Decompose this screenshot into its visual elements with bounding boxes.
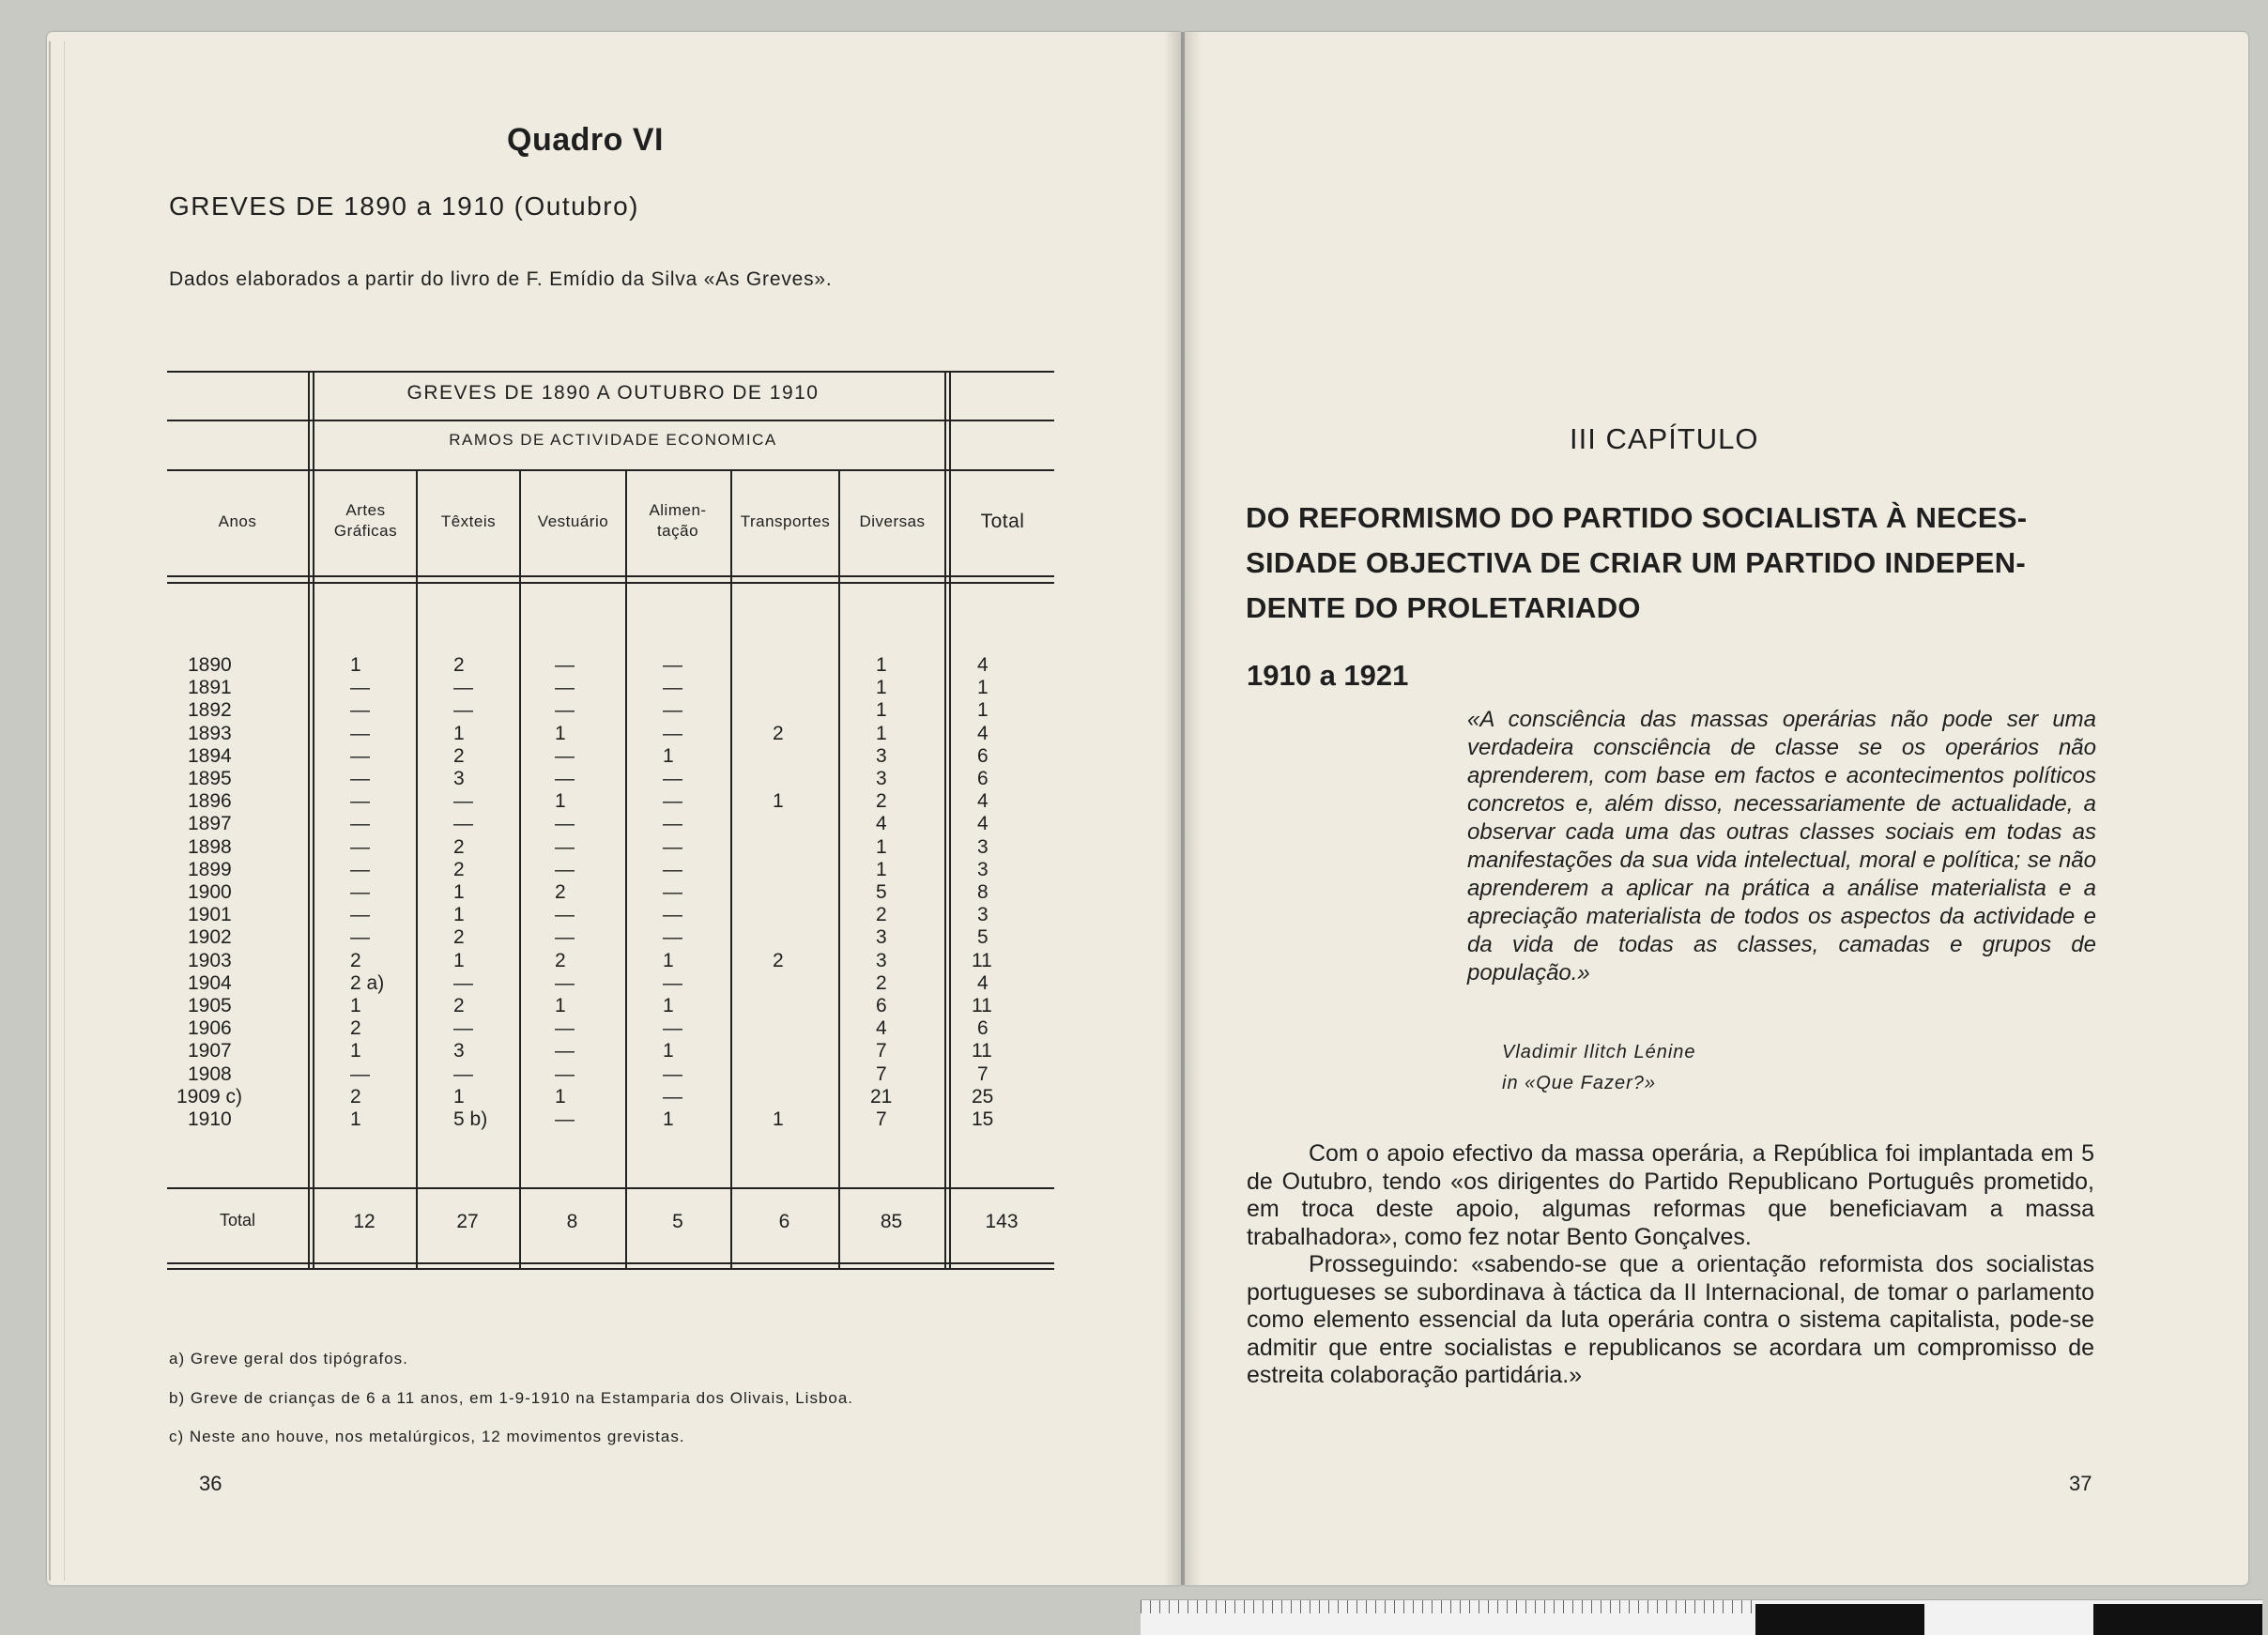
table-cell: 1 (876, 699, 887, 722)
total-cell: 6 (778, 1211, 790, 1232)
table-cell: 11 (972, 1040, 992, 1062)
table-cell: 1 (555, 995, 566, 1016)
table-cell: 8 (977, 881, 988, 903)
table-cell: — (350, 835, 370, 858)
page-number-left: 36 (199, 1472, 222, 1495)
table-cell: — (663, 926, 682, 949)
table-row (167, 1108, 1054, 1131)
table-cell: 15 (972, 1108, 994, 1130)
col-header-diversas: Diversas (859, 512, 926, 530)
table-cell: — (453, 677, 473, 699)
table-cell: 2 (453, 926, 465, 949)
year-cell: 1908 (188, 1062, 232, 1085)
year-cell: 1900 (188, 881, 232, 903)
col-header-vestuario: Vestuário (537, 512, 609, 530)
table-cell: 6 (977, 768, 988, 789)
scale-ruler (1141, 1599, 2262, 1635)
table-cell: 11 (972, 995, 992, 1016)
table-cell: 1 (663, 995, 674, 1016)
attribution-author: Vladimir Ilitch Lénine (1502, 1042, 1696, 1062)
ruler-white-band (1924, 1604, 2093, 1635)
col-header-transportes: Transportes (740, 512, 831, 530)
table-cell: — (555, 654, 575, 676)
year-cell: 1910 (188, 1108, 232, 1130)
table-cell: 2 (453, 858, 465, 880)
table-cell: 3 (876, 744, 887, 767)
table-row (167, 972, 1054, 995)
table-rule (167, 1262, 1054, 1264)
table-row (167, 995, 1054, 1017)
table-cell: — (350, 813, 370, 835)
table-row (167, 768, 1054, 790)
table-cell: 1 (555, 790, 566, 813)
table-cell: 4 (876, 1017, 887, 1040)
table-rule (167, 420, 1054, 421)
table-cell: 1 (663, 1040, 674, 1062)
body-text (1247, 1140, 2094, 1390)
table-row (167, 745, 1054, 768)
table-row (167, 950, 1054, 972)
table-rule (167, 575, 1054, 577)
year-cell: 1892 (188, 699, 232, 722)
table-cell: 1 (453, 949, 465, 971)
col-header-artes-graficas: Artes Gráficas (333, 501, 398, 540)
table-cell: 1 (555, 722, 566, 744)
table-row (167, 836, 1054, 859)
year-cell: 1905 (188, 995, 232, 1016)
paragraph: Prosseguindo: «sabendo-se que a orientação reformista dos socialistas portugueses se subordinava à táctica da II Internacional, de tomar o parlamento como elemento essencial da luta operária contra o sistema capitalista, pode-se admitir que entre socialistas e republicanos se acordara um compromisso de estreita colaboração partidária.» (1247, 1251, 2094, 1388)
table-cell: 1 (876, 722, 887, 744)
table-cell: — (663, 699, 682, 722)
table-cell: — (663, 858, 682, 880)
table-cell: — (663, 904, 682, 926)
table-cell: 1 (350, 995, 361, 1016)
table-cell: — (663, 768, 682, 789)
table-cell: — (663, 813, 682, 835)
table-cell: — (453, 790, 473, 813)
table-cell: 7 (876, 1062, 887, 1085)
table-row (167, 859, 1054, 881)
table-cell: 2 (773, 722, 784, 744)
table-row (167, 723, 1054, 745)
table-cell: — (453, 1017, 473, 1040)
strikes-table (167, 333, 1054, 1230)
total-cell: 5 (672, 1211, 683, 1232)
book-gutter (1164, 32, 1202, 1585)
table-cell: 1 (663, 1108, 674, 1130)
total-cell: 8 (566, 1211, 578, 1232)
table-cell: — (350, 1062, 370, 1085)
table-cell: 1 (555, 1085, 566, 1108)
year-cell: 1901 (188, 904, 232, 926)
table-cell: 2 (350, 1085, 361, 1108)
table-cell: 1 (350, 1108, 361, 1130)
table-cell: — (663, 722, 682, 744)
table-cell: 3 (876, 768, 887, 789)
table-cell: 1 (876, 654, 887, 676)
table-cell: 2 (773, 949, 784, 971)
table-subtitle: GREVES DE 1890 a 1910 (Outubro) (169, 191, 639, 221)
table-cell: 1 (977, 677, 988, 699)
table-group-header: RAMOS DE ACTIVIDADE ECONOMICA (449, 431, 777, 449)
table-cell: 4 (876, 813, 887, 835)
table-cell: — (663, 677, 682, 699)
table-caption: GREVES DE 1890 A OUTUBRO DE 1910 (406, 382, 820, 404)
table-cell: 3 (977, 835, 988, 858)
table-cell: — (350, 904, 370, 926)
table-row (167, 1040, 1054, 1062)
table-row (167, 1063, 1054, 1086)
table-cell: 1 (773, 790, 784, 813)
table-cell: 1 (350, 654, 361, 676)
col-header-texteis: Têxteis (440, 512, 497, 530)
table-cell: 11 (972, 949, 992, 971)
table-cell: — (663, 971, 682, 994)
section-years: 1910 a 1921 (1247, 659, 1409, 692)
table-rule (167, 582, 1054, 584)
col-header-total: Total (980, 511, 1025, 532)
year-cell: 1895 (188, 768, 232, 789)
table-rule (167, 371, 1054, 373)
chapter-heading: DO REFORMISMO DO PARTIDO SOCIALISTA À NECES-SIDADE OBJECTIVA DE CRIAR UM PARTIDO INDEPEN-DENTE DO PROLETARIADO (1246, 501, 2028, 624)
ruler-ticks (1141, 1600, 1760, 1613)
epigraph-quote: «A consciência das massas operárias não pode ser uma verdadeira consciência de classe se os operários não aprenderem, com base em factos e acontecimentos políticos concretos e, além disso, necessariamente de actualidade, a observar cada uma das outras classes sociais em todas as manifestações da sua vida intelectual, moral e política; se não aprenderem a aplicar na prática a análise materialista e a apreciação materialista de todos os aspectos da actividade e da vida de todas as classes, camadas e grupos de população.» (1467, 707, 2096, 986)
table-cell: — (663, 835, 682, 858)
table-cell: 4 (977, 722, 988, 744)
table-cell: — (555, 971, 575, 994)
page-edges (49, 41, 65, 1581)
table-cell: — (663, 1017, 682, 1040)
table-cell: — (453, 813, 473, 835)
table-cell: — (555, 1040, 575, 1062)
table-cell: 3 (977, 858, 988, 880)
table-cell: 4 (977, 971, 988, 994)
table-cell: 6 (977, 1017, 988, 1040)
table-cell: — (663, 790, 682, 813)
table-cell: 3 (977, 904, 988, 926)
table-row (167, 881, 1054, 904)
table-cell: 1 (453, 881, 465, 903)
table-cell: — (350, 768, 370, 789)
col-header-anos: Anos (218, 512, 257, 530)
year-cell: 1890 (188, 654, 232, 676)
year-cell: 1898 (188, 835, 232, 858)
table-cell: — (453, 1062, 473, 1085)
table-cell: 2 (453, 995, 465, 1016)
table-cell: 1 (876, 835, 887, 858)
table-cell: 3 (876, 926, 887, 949)
table-cell: 25 (972, 1085, 994, 1108)
table-cell: — (453, 971, 473, 994)
year-cell: 1902 (188, 926, 232, 949)
table-cell: 1 (350, 1040, 361, 1062)
table-cell: — (555, 1062, 575, 1085)
year-cell: 1891 (188, 677, 232, 699)
col-header-alimentacao: Alimen-tação (649, 501, 707, 540)
table-row (167, 677, 1054, 699)
table-title: Quadro VI (507, 122, 664, 158)
table-cell: — (555, 813, 575, 835)
totals-label: Total (219, 1211, 256, 1230)
table-cell: — (350, 926, 370, 949)
table-cell: 1 (453, 722, 465, 744)
table-cell: — (555, 835, 575, 858)
table-cell: — (350, 744, 370, 767)
table-rule (167, 469, 1054, 471)
year-cell: 1909 c) (176, 1085, 243, 1108)
year-cell: 1903 (188, 949, 232, 971)
table-cell: 7 (977, 1062, 988, 1085)
table-cell: 3 (876, 949, 887, 971)
table-cell: 7 (876, 1108, 887, 1130)
total-cell: 143 (985, 1211, 1019, 1232)
table-cell: — (663, 1085, 682, 1108)
epigraph-attribution (1502, 1037, 1696, 1099)
table-row (167, 1086, 1054, 1108)
page-number-right: 37 (2069, 1472, 2092, 1495)
attribution-source: in «Que Fazer?» (1502, 1073, 1656, 1093)
table-cell: 1 (663, 949, 674, 971)
table-source-note: Dados elaborados a partir do livro de F. Emídio da Silva «As Greves». (169, 268, 833, 290)
table-cell: 1 (663, 744, 674, 767)
table-cell: 1 (453, 1085, 465, 1108)
table-cell: — (555, 858, 575, 880)
table-cell: — (663, 881, 682, 903)
total-cell: 27 (456, 1211, 479, 1232)
table-cell: — (555, 904, 575, 926)
footnote-b: b) Greve de crianças de 6 a 11 anos, em 1-9-1910 na Estamparia dos Olivais, Lisboa. (169, 1389, 854, 1407)
table-row (167, 654, 1054, 677)
table-cell: 1 (977, 699, 988, 722)
table-cell: 2 (876, 790, 887, 813)
table-cell: — (555, 768, 575, 789)
year-cell: 1899 (188, 858, 232, 880)
table-cell: 2 (876, 971, 887, 994)
table-cell: 21 (870, 1085, 893, 1108)
table-cell: 2 (555, 949, 566, 971)
year-cell: 1893 (188, 722, 232, 744)
year-cell: 1897 (188, 813, 232, 835)
table-cell: 2 (876, 904, 887, 926)
table-cell: — (555, 744, 575, 767)
total-cell: 85 (880, 1211, 903, 1232)
table-cell: — (350, 858, 370, 880)
table-row (167, 813, 1054, 835)
table-cell: 6 (977, 744, 988, 767)
table-cell: 5 b) (453, 1108, 488, 1130)
year-cell: 1894 (188, 744, 232, 767)
table-cell: — (555, 1108, 575, 1130)
table-cell: — (663, 654, 682, 676)
table-row (167, 790, 1054, 813)
table-cell: 4 (977, 790, 988, 813)
table-rule (167, 1268, 1054, 1270)
table-cell: — (350, 677, 370, 699)
table-row (167, 926, 1054, 949)
table-cell: — (663, 1062, 682, 1085)
table-cell: 6 (876, 995, 887, 1016)
footnote-a: a) Greve geral dos tipógrafos. (169, 1350, 408, 1368)
table-cell: — (350, 790, 370, 813)
table-cell: 1 (876, 677, 887, 699)
year-cell: 1904 (188, 971, 232, 994)
table-cell: 2 a) (350, 971, 385, 994)
table-cell: — (555, 926, 575, 949)
table-cell: 3 (453, 768, 465, 789)
table-rule (167, 1187, 1054, 1189)
table-cell: 2 (453, 654, 465, 676)
table-cell: 4 (977, 654, 988, 676)
table-cell: 5 (977, 926, 988, 949)
table-row (167, 904, 1054, 926)
table-cell: — (555, 699, 575, 722)
table-cell: 1 (453, 904, 465, 926)
footnote-c: c) Neste ano houve, nos metalúrgicos, 12 movimentos grevistas. (169, 1428, 685, 1445)
paragraph: Com o apoio efectivo da massa operária, a República foi implantada em 5 de Outubro, tendo «os dirigentes do Partido Republicano Português prometido, em troca deste apoio, algumas reformas que beneficiavam a massa trabalhadora», como fez notar Bento Gonçalves. (1247, 1140, 2094, 1250)
year-cell: 1906 (188, 1017, 232, 1040)
table-cell: 2 (453, 744, 465, 767)
table-cell: — (555, 677, 575, 699)
table-cell: 2 (350, 949, 361, 971)
table-cell: 7 (876, 1040, 887, 1062)
table-cell: 2 (350, 1017, 361, 1040)
table-cell: 2 (453, 835, 465, 858)
table-cell: — (350, 699, 370, 722)
table-cell: 1 (876, 858, 887, 880)
table-cell: 4 (977, 813, 988, 835)
year-cell: 1907 (188, 1040, 232, 1062)
total-cell: 12 (353, 1211, 375, 1232)
table-cell: — (453, 699, 473, 722)
table-row (167, 1017, 1054, 1040)
table-cell: 5 (876, 881, 887, 903)
year-cell: 1896 (188, 790, 232, 813)
table-cell: — (555, 1017, 575, 1040)
table-cell: 3 (453, 1040, 465, 1062)
table-cell: — (350, 881, 370, 903)
table-row (167, 699, 1054, 722)
table-cell: 2 (555, 881, 566, 903)
table-cell: 1 (773, 1108, 784, 1130)
table-cell: — (350, 722, 370, 744)
chapter-label: III CAPÍTULO (1570, 422, 1759, 455)
